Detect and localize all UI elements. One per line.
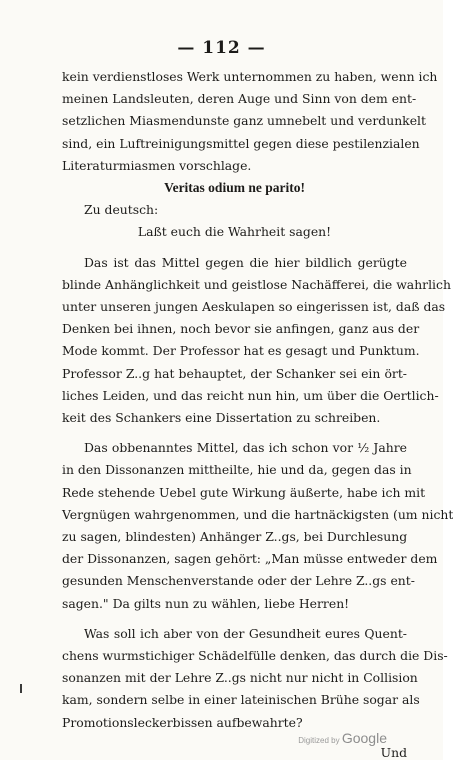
text-line: Das ist das Mittel gegen die hier bildlich gerügte bbox=[84, 254, 407, 270]
text-line: zu sagen, blindesten) Anhänger Z..gs, bei Durchlesung bbox=[62, 529, 408, 545]
text-line: Mode kommt. Der Professor hat es gesagt und Punktum. bbox=[62, 343, 420, 359]
text-line: keit des Schankers eine Dissertation zu schreiben. bbox=[62, 410, 381, 426]
page-number-header: — 112 — bbox=[177, 38, 266, 58]
text-line: der Dissonanzen, sagen gehört: „Man müsse entweder dem bbox=[62, 551, 438, 567]
text-line: sonanzen mit der Lehre Z..gs nicht nur nicht in Collision bbox=[62, 670, 418, 686]
text-line: blinde Anhänglichkeit und geistlose Nachäfferei, die wahrlich bbox=[62, 276, 451, 292]
text-line: Denken bei ihnen, noch bevor sie anfingen, ganz aus der bbox=[62, 321, 420, 337]
text-line: unter unseren jungen Aeskulapen so eingerissen ist, daß das bbox=[62, 299, 446, 315]
text-line: kam, sondern selbe in einer lateinischen Brühe sogar als bbox=[62, 692, 420, 708]
page-body bbox=[62, 66, 453, 764]
text-line: Das obbenanntes Mittel, das ich schon vor ½ Jahre bbox=[84, 440, 407, 456]
digitized-watermark bbox=[298, 730, 387, 746]
margin-mark bbox=[20, 684, 22, 693]
catchword: Und bbox=[380, 744, 407, 760]
text-line: sind, ein Luftreinigungsmittel gegen diese pestilenzialen bbox=[62, 135, 420, 151]
latin-motto: Veritas odium ne parito! bbox=[164, 180, 305, 196]
text-line: kein verdienstloses Werk unternommen zu haben, wenn ich bbox=[62, 69, 438, 84]
text-line: in den Dissonanzen mittheilte, hie und da, gegen das in bbox=[62, 462, 412, 478]
text-line: gesunden Menschenverstande oder der Lehre Z..gs ent- bbox=[62, 573, 415, 589]
text-line: Zu deutsch: bbox=[84, 202, 159, 218]
text-line: Rede stehende Uebel gute Wirkung äußerte, habe ich mit bbox=[62, 484, 426, 500]
text-line: Professor Z..g hat behauptet, der Schanker sei ein ört- bbox=[62, 365, 407, 381]
text-line: sagen." Da gilts nun zu wählen, liebe Herren! bbox=[62, 595, 350, 611]
text-line: meinen Landsleuten, deren Auge und Sinn von dem ent- bbox=[62, 91, 417, 107]
text-line: Promotionsleckerbissen aufbewahrte? bbox=[62, 714, 303, 730]
text-line: Literaturmiasmen vorschlage. bbox=[62, 157, 252, 173]
watermark-prefix: Digitized by bbox=[298, 736, 340, 745]
text-line: liches Leiden, und das reicht nun hin, um über die Oertlich- bbox=[62, 387, 439, 403]
text-line: Was soll ich aber von der Gesundheit eures Quent- bbox=[84, 625, 407, 641]
text-line: Vergnügen wahrgenommen, und die hartnäckigsten (um nicht bbox=[62, 506, 453, 522]
text-line: chens wurmstichiger Schädelfülle denken, das durch die Dis- bbox=[62, 648, 448, 664]
translated-motto: Laßt euch die Wahrheit sagen! bbox=[137, 224, 332, 240]
watermark-brand: Google bbox=[341, 730, 387, 746]
text-line: setzlichen Miasmendunste ganz umnebelt und verdunkelt bbox=[62, 113, 426, 129]
